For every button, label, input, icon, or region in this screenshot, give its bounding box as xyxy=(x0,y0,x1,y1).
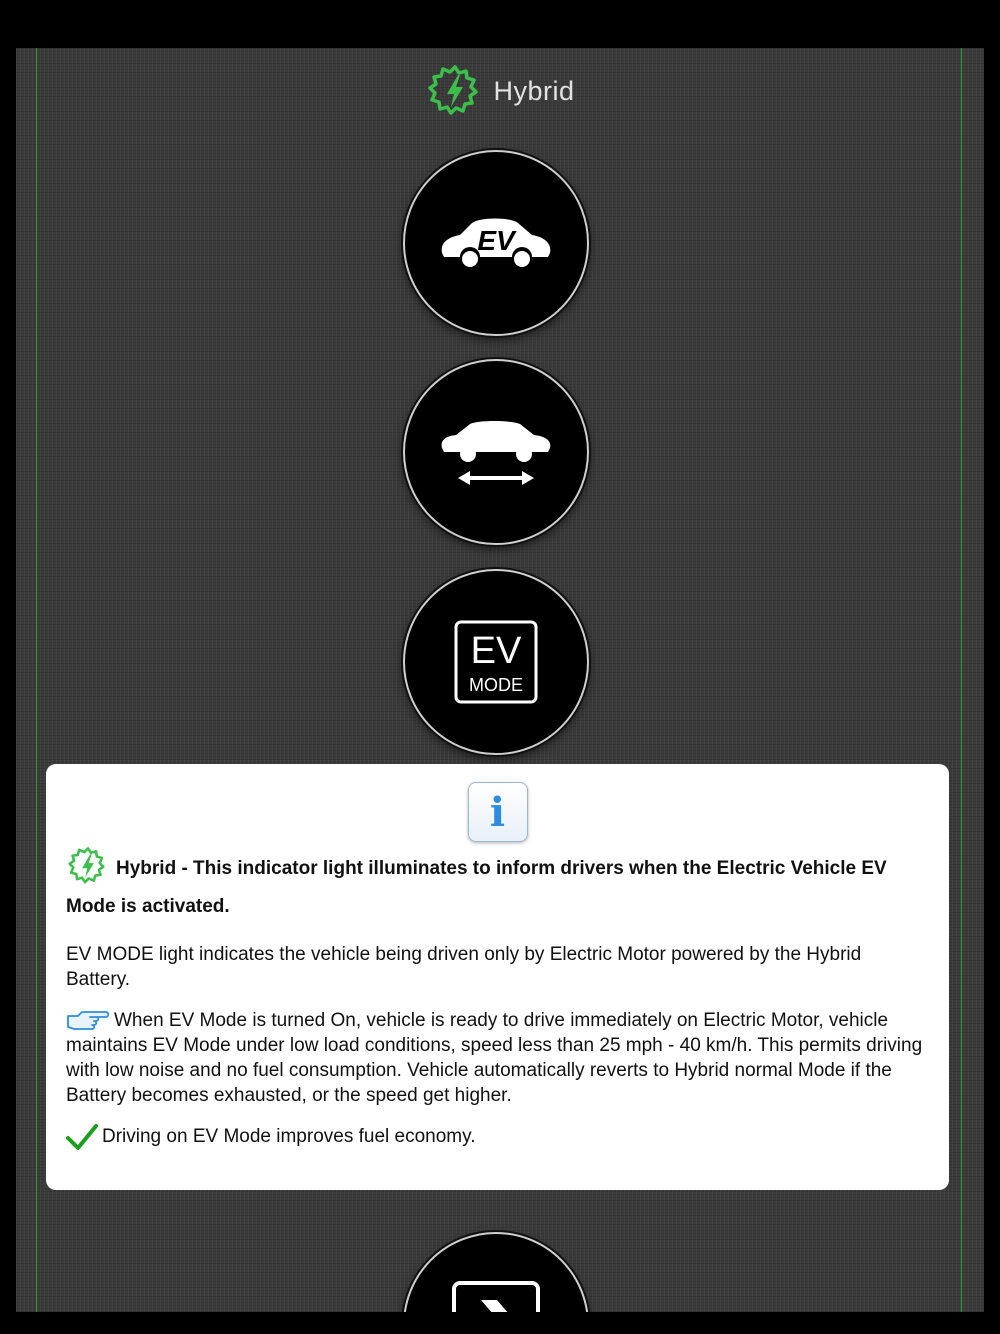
header xyxy=(16,62,984,120)
ev-mode-bottom-label: MODE xyxy=(469,675,523,695)
info-tip xyxy=(66,1124,929,1150)
ev-indicator-button[interactable] xyxy=(403,150,589,336)
partial-indicator-button[interactable] xyxy=(403,1232,589,1312)
car-lift-arrow-icon xyxy=(436,412,556,492)
ev-car-label: EV xyxy=(477,225,515,256)
info-headline xyxy=(66,850,929,926)
ev-mode-box-icon xyxy=(453,619,539,705)
ev-car-icon xyxy=(436,213,556,273)
info-icon[interactable] xyxy=(468,782,528,842)
info-icon-glyph: i xyxy=(489,788,506,836)
info-paragraph-2 xyxy=(66,1008,929,1108)
hybrid-gear-bolt-icon xyxy=(425,61,485,121)
info-card xyxy=(46,764,949,1190)
hybrid-gear-bolt-icon xyxy=(66,844,110,888)
main-panel xyxy=(16,48,984,1312)
page-title: Hybrid xyxy=(493,75,575,106)
car-lift-indicator-button[interactable] xyxy=(403,359,589,545)
ev-mode-indicator-button[interactable] xyxy=(403,569,589,755)
pointing-hand-icon xyxy=(66,1010,110,1032)
ev-mode-top-label: EV xyxy=(470,630,522,672)
left-guide-line xyxy=(36,48,37,1312)
checkmark-icon xyxy=(66,1124,98,1150)
partial-indicator-icon xyxy=(451,1280,541,1312)
right-guide-line xyxy=(961,48,962,1312)
paragraph-2-text: When EV Mode is turned On, vehicle is ready to drive immediately on Electric Motor, vehicle maintains EV Mode under low load conditions, speed less than 25 mph - 40 km/h. This permits driving with low noise and no fuel consumption. Vehicle automatically reverts to Hybrid normal Mode if the Battery becomes exhausted, or the speed get higher. xyxy=(66,1010,923,1107)
tip-text: Driving on EV Mode improves fuel economy. xyxy=(102,1126,476,1148)
info-paragraph-1: EV MODE light indicates the vehicle being driven only by Electric Motor powered by the Hybrid Battery. xyxy=(66,944,862,991)
headline-text: Hybrid - This indicator light illuminates to inform drivers when the Electric Vehicle EV Mode is activated. xyxy=(66,858,887,918)
